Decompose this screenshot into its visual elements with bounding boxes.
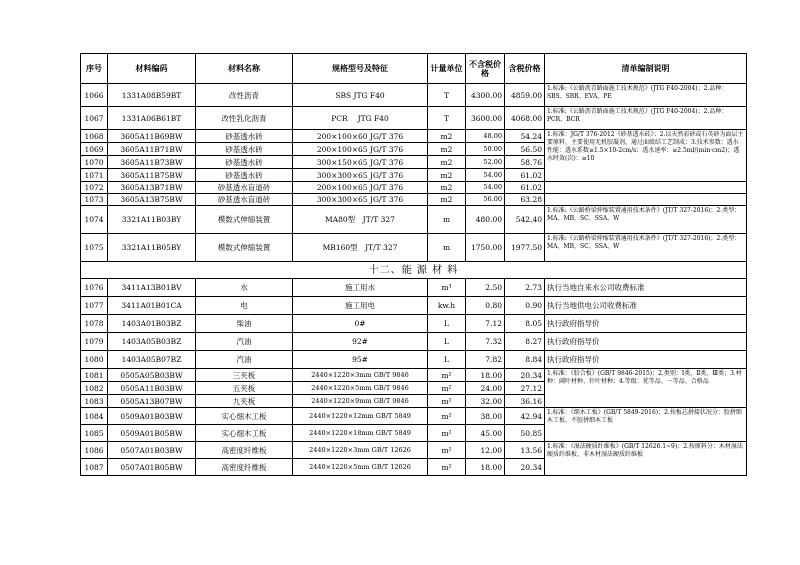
cell-name: 砂基透水盲道砖 [196, 194, 293, 206]
cell-price-in: 13.56 [505, 442, 545, 459]
cell-price-ex: 54.00 [466, 169, 505, 182]
cell-code: 1403A05B07BZ [108, 351, 196, 369]
cell-price-ex: 38.00 [466, 408, 505, 425]
cell-price-ex: 7.12 [466, 315, 505, 333]
cell-no: 1080 [81, 351, 108, 369]
table-row [81, 369, 747, 382]
cell-code: 3605A11B73BW [108, 156, 196, 169]
header-price-in: 含税价格 [505, 54, 545, 84]
header-spec: 规格型号及特征 [293, 54, 428, 84]
cell-no: 1073 [81, 194, 108, 206]
cell-price-in: 54.24 [505, 130, 545, 143]
cell-unit: T [428, 107, 466, 130]
cell-price-ex: 1750.00 [466, 234, 505, 262]
cell-unit: L [428, 351, 466, 369]
cell-unit: m² [428, 442, 466, 459]
cell-price-in: 42.94 [505, 408, 545, 425]
cell-spec: 2440×1220×9mm GB/T 9846 [293, 395, 428, 408]
cell-price-ex: 50.00 [466, 143, 505, 156]
cell-spec: 施工用水 [293, 279, 428, 297]
cell-desc: 执行政府指导价 [545, 351, 747, 369]
cell-unit: m² [428, 408, 466, 425]
cell-code: 1331A08B59BT [108, 84, 196, 107]
cell-price-in: 27.12 [505, 382, 545, 395]
cell-desc: 执行当地自来水公司收费标准 [545, 279, 747, 297]
cell-price-ex: 54.00 [466, 182, 505, 194]
cell-spec: 2440×1220×18mm GB/T 5849 [293, 425, 428, 442]
cell-code: 0507A01B03BW [108, 442, 196, 459]
cell-spec: 95# [293, 351, 428, 369]
cell-name: 实心细木工板 [196, 408, 293, 425]
header-price-ex: 不含税价 格 [466, 54, 505, 84]
cell-price-in: 2.73 [505, 279, 545, 297]
cell-spec: 92# [293, 333, 428, 351]
cell-unit: m2 [428, 156, 466, 169]
cell-price-ex: 52.00 [466, 156, 505, 169]
cell-name: 改性沥青 [196, 84, 293, 107]
cell-desc: 1.标准:《公路桥梁伸缩装置通用技术条件》(JT/T 327-2016)；2.类型：MA、MB、SC、SSA、W [545, 206, 747, 234]
cell-unit: L [428, 315, 466, 333]
cell-code: 3605A11B69BW [108, 130, 196, 143]
cell-price-in: 1977.50 [505, 234, 545, 262]
cell-spec: 200×100×65 JG/T 376 [293, 143, 428, 156]
cell-name: 三夹板 [196, 369, 293, 382]
cell-unit: m² [428, 459, 466, 476]
cell-unit: m [428, 206, 466, 234]
cell-no: 1081 [81, 369, 108, 382]
header-unit: 计量单位 [428, 54, 466, 84]
cell-name: 汽油 [196, 333, 293, 351]
cell-price-in: 542.40 [505, 206, 545, 234]
cell-name: 模数式伸缩装置 [196, 206, 293, 234]
cell-code: 0505A13B07BW [108, 395, 196, 408]
cell-desc [545, 182, 747, 194]
cell-name: 砂基透水砖 [196, 130, 293, 143]
cell-name: 五夹板 [196, 382, 293, 395]
cell-price-in: 56.50 [505, 143, 545, 156]
cell-price-ex: 48.00 [466, 130, 505, 143]
cell-unit: m² [428, 369, 466, 382]
cell-name: 水 [196, 279, 293, 297]
cell-spec: 200×100×65 JG/T 376 [293, 182, 428, 194]
cell-unit: m2 [428, 143, 466, 156]
table-row [81, 351, 747, 369]
cell-name: 模数式伸缩装置 [196, 234, 293, 262]
cell-spec: SBS JTG F40 [293, 84, 428, 107]
cell-price-in: 4068.00 [505, 107, 545, 130]
cell-price-ex: 24.00 [466, 382, 505, 395]
cell-code: 3411A01B01CA [108, 297, 196, 315]
cell-code: 0505A05B03BW [108, 369, 196, 382]
cell-desc [545, 194, 747, 206]
cell-code: 1331A06B61BT [108, 107, 196, 130]
cell-unit: m2 [428, 182, 466, 194]
table-row [81, 84, 747, 107]
cell-no: 1087 [81, 459, 108, 476]
cell-no: 1083 [81, 395, 108, 408]
cell-price-in: 50.85 [505, 425, 545, 442]
header-row [81, 54, 747, 84]
header-no: 序号 [81, 54, 108, 84]
cell-spec: MB160型 JT/T 327 [293, 234, 428, 262]
cell-price-in: 58.76 [505, 156, 545, 169]
table-row [81, 333, 747, 351]
cell-spec: 2440×1220×12mm GB/T 5849 [293, 408, 428, 425]
cell-spec: 300×300×65 JG/T 376 [293, 194, 428, 206]
table-row [81, 442, 747, 459]
cell-no: 1078 [81, 315, 108, 333]
cell-code: 3411A13B01BV [108, 279, 196, 297]
cell-spec: 300×150×65 JG/T 376 [293, 156, 428, 169]
cell-code: 0509A01B03BW [108, 408, 196, 425]
cell-code: 1403A01B03BZ [108, 315, 196, 333]
cell-desc: 1.标准:《公路沥青路面施工技术规范》(JTG F40-2004)；2.品种：SBS、SBR、EVA、PE [545, 84, 747, 107]
cell-unit: kw.h [428, 297, 466, 315]
cell-price-in: 61.02 [505, 169, 545, 182]
cell-unit: L [428, 333, 466, 351]
cell-desc: 1.标准：《胶合板》(GB/T 9846-2015)；2.类别：Ⅰ类、Ⅱ类、Ⅲ类；3.材种：阔叶材种、针叶材种；4.等级：优等品、一等品、合格品 [545, 369, 747, 408]
cell-code: 0505A11B03BW [108, 382, 196, 395]
cell-name: 改性乳化沥青 [196, 107, 293, 130]
cell-name: 砂基透水砖 [196, 169, 293, 182]
table-row [81, 182, 747, 194]
cell-code: 3321A11B03BY [108, 206, 196, 234]
cell-price-in: 36.16 [505, 395, 545, 408]
cell-name: 柴油 [196, 315, 293, 333]
cell-code: 0507A01B05BW [108, 459, 196, 476]
cell-code: 3605A13B75BW [108, 194, 196, 206]
cell-unit: T [428, 84, 466, 107]
cell-no: 1067 [81, 107, 108, 130]
cell-no: 1072 [81, 182, 108, 194]
cell-code: 3605A11B71BW [108, 143, 196, 156]
cell-price-ex: 0.80 [466, 297, 505, 315]
cell-price-in: 4859.00 [505, 84, 545, 107]
cell-name: 砂基透水盲道砖 [196, 182, 293, 194]
section-title: 十二、能 源 材 料 [81, 262, 747, 279]
cell-name: 实心细木工板 [196, 425, 293, 442]
cell-price-ex: 45.00 [466, 425, 505, 442]
cell-code: 3605A11B75BW [108, 169, 196, 182]
cell-desc: 1.标准：《细木工板》(GB/T 5849-2016)；2.按板芯拼接状况分：胶拼细木工板、不胶拼细木工板 [545, 408, 747, 442]
cell-no: 1069 [81, 143, 108, 156]
cell-spec: PCR JTG F40 [293, 107, 428, 130]
cell-spec: 300×300×65 JG/T 376 [293, 169, 428, 182]
cell-desc: 1.标准：《湿法硬质纤维板》(GB/T 12626.1~9)；2.按原料分：木材湿法硬质纤维板、非木材湿法硬质纤维板 [545, 442, 747, 476]
cell-no: 1066 [81, 84, 108, 107]
cell-code: 0509A01B05BW [108, 425, 196, 442]
cell-no: 1074 [81, 206, 108, 234]
section-row [81, 262, 747, 279]
cell-no: 1077 [81, 297, 108, 315]
cell-no: 1068 [81, 130, 108, 143]
table-row [81, 107, 747, 130]
cell-price-ex: 3600.00 [466, 107, 505, 130]
cell-spec: 2440×1220×3mm GB/T 12626 [293, 442, 428, 459]
cell-name: 高密度纤维板 [196, 459, 293, 476]
cell-no: 1076 [81, 279, 108, 297]
cell-spec: 200×100×60 JG/T 376 [293, 130, 428, 143]
cell-name: 砂基透水砖 [196, 156, 293, 169]
cell-price-in: 63.28 [505, 194, 545, 206]
cell-no: 1082 [81, 382, 108, 395]
cell-price-ex: 4300.00 [466, 84, 505, 107]
cell-spec: 2440×1220×5mm GB/T 9846 [293, 382, 428, 395]
cell-price-ex: 56.00 [466, 194, 505, 206]
cell-price-ex: 7.32 [466, 333, 505, 351]
cell-desc: 执行政府指导价 [545, 315, 747, 333]
cell-code: 1403A05B03BZ [108, 333, 196, 351]
cell-unit: m² [428, 425, 466, 442]
table-row [81, 206, 747, 234]
table-row [81, 130, 747, 143]
table-row [81, 297, 747, 315]
cell-unit: m² [428, 382, 466, 395]
cell-desc: 执行政府指导价 [545, 333, 747, 351]
cell-name: 高密度纤维板 [196, 442, 293, 459]
cell-no: 1075 [81, 234, 108, 262]
cell-unit: m² [428, 395, 466, 408]
cell-price-ex: 2.50 [466, 279, 505, 297]
price-table [80, 53, 747, 476]
cell-spec: 施工用电 [293, 297, 428, 315]
cell-price-in: 61.02 [505, 182, 545, 194]
table-row [81, 279, 747, 297]
cell-price-in: 8.05 [505, 315, 545, 333]
cell-no: 1085 [81, 425, 108, 442]
cell-code: 3321A11B05BY [108, 234, 196, 262]
cell-price-ex: 7.82 [466, 351, 505, 369]
cell-no: 1070 [81, 156, 108, 169]
cell-unit: m2 [428, 169, 466, 182]
header-code: 材料编码 [108, 54, 196, 84]
cell-price-ex: 480.00 [466, 206, 505, 234]
cell-price-in: 0.90 [505, 297, 545, 315]
cell-no: 1071 [81, 169, 108, 182]
cell-desc: 执行当地供电公司收费标准 [545, 297, 747, 315]
cell-no: 1086 [81, 442, 108, 459]
cell-unit: m³ [428, 279, 466, 297]
cell-unit: m2 [428, 130, 466, 143]
cell-name: 砂基透水砖 [196, 143, 293, 156]
cell-desc: 1.标准：JG/T 376-2012《砂基透水砖》；2.以天然彩砂或石英砂为面层主要原料，主要使用无机胶凝剂，通过面级结工艺制成；3.技术参数：透水性能：透水系数≥1.5×10-2cm/s；透水速率：≥2.5ml/(min·cm2)；透水时效(次)：≥10 [545, 130, 747, 182]
cell-price-ex: 12.00 [466, 442, 505, 459]
cell-unit: m2 [428, 194, 466, 206]
cell-unit: m [428, 234, 466, 262]
cell-spec: 2440×1220×5mm GB/T 12626 [293, 459, 428, 476]
cell-price-in: 8.27 [505, 333, 545, 351]
cell-price-in: 20.34 [505, 459, 545, 476]
cell-spec: 2440×1220×3mm GB/T 9846 [293, 369, 428, 382]
cell-price-ex: 18.00 [466, 459, 505, 476]
table-row [81, 315, 747, 333]
cell-name: 汽油 [196, 351, 293, 369]
cell-price-ex: 32.00 [466, 395, 505, 408]
table-row [81, 234, 747, 262]
table-row [81, 408, 747, 425]
cell-desc: 1.标准:《公路沥青路面施工技术规范》(JTG F40-2004)；2.品种：PCR、BCR [545, 107, 747, 130]
header-desc: 清单编制说明 [545, 54, 747, 84]
cell-price-ex: 18.00 [466, 369, 505, 382]
cell-price-in: 20.34 [505, 369, 545, 382]
cell-no: 1084 [81, 408, 108, 425]
header-name: 材料名称 [196, 54, 293, 84]
cell-desc: 1.标准:《公路桥梁伸缩装置通用技术条件》(JT/T 327-2016)；2.类型：MA、MB、SC、SSA、W [545, 234, 747, 262]
cell-spec: MA80型 JT/T 327 [293, 206, 428, 234]
cell-no: 1079 [81, 333, 108, 351]
cell-name: 电 [196, 297, 293, 315]
cell-code: 3605A13B71BW [108, 182, 196, 194]
cell-spec: 0# [293, 315, 428, 333]
cell-name: 九夹板 [196, 395, 293, 408]
cell-price-in: 8.84 [505, 351, 545, 369]
table-row [81, 194, 747, 206]
